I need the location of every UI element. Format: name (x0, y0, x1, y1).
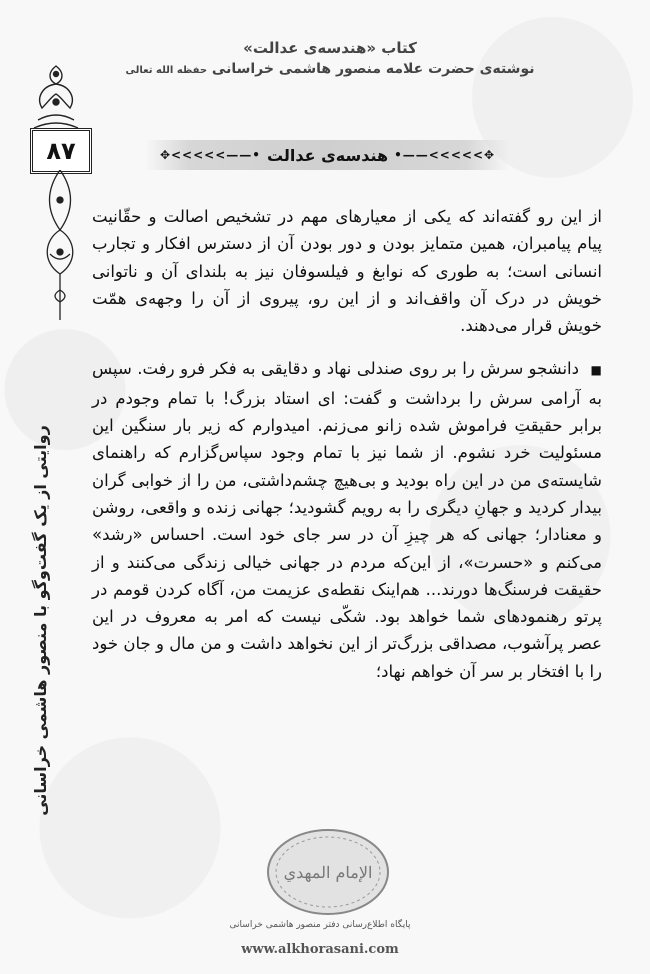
running-title (145, 140, 510, 170)
bullet-icon: ■ (590, 363, 602, 378)
book-title: کتاب «هندسه‌ی عدالت» (243, 39, 417, 57)
author-honorific: حفظه الله تعالی (125, 65, 208, 76)
paragraph-2 (92, 355, 602, 685)
running-title-text: هندسه‌ی عدالت (266, 145, 389, 165)
side-title (18, 360, 62, 880)
book-header (120, 38, 540, 82)
footer-caption: پایگاه اطلاع‌رسانی دفتر منصور هاشمی خراسانی (229, 920, 411, 930)
seal-logo (262, 826, 394, 918)
author-line: نوشته‌ی حضرت علامه منصور هاشمی خراسانی (211, 61, 535, 77)
website-link[interactable]: www.alkhorasani.com (241, 942, 399, 957)
running-title-ornament-left: •——>>>>>✥ (159, 148, 261, 162)
ornament-top-icon (28, 62, 84, 132)
running-title-ornament-right: ✥>>>>>——• (394, 148, 496, 162)
paragraph-2-text: دانشجو سرش را بر روی صندلی نهاد و دقایقی به فکر فرو رفت. سپس به آرامی سرش را برداشت و گفت: ای استاد بزرگ! با تمام وجودم در برابر حقیقتِ فراموش شده زانو می‌زنم. امیدوارم که زیر بار سنگین این مسئولیت خرد نشوم. از شما نیز با تمام وجود سپاس‌گزارم که راهنمای شایسته‌ی من در این راه بودید و بی‌هیچ چشم‌داشتی، من را از خوابی گران بیدار کردید و جهانِ دیگری را به رویم گشودید؛ جهانی زنده و واقعی، روشن و معنادار؛ جهانی که هر چیزِ آن در سر جای خود است. احساس «رشد» می‌کنم و «حسرت»، از این‌که مردم در جهانی خیالی زندگی می‌کنند و از حقیقت فرسنگ‌ها دورند... هم‌اینک نقطه‌ی عزیمت من، آگاه کردن قومم در پرتو رهنمودهای شما خواهد بود. شکّی نیست که امر به معروف در این عصر پرآشوب، مصداقی بزرگ‌تر از این نخواهد داشت و من مال و جان خود را با افتخار بر سر آن خواهم نهاد؛ (92, 359, 602, 681)
ornament-side-icon (36, 170, 84, 320)
paragraph-1: از این رو گفته‌اند که یکی از معیارهای مهم در تشخیص اصالت و حقّانیت پیام پیامبران، همین متمایز بودن و دور بودن آن از دسترس افکار و تجارب انسانی است؛ به طوری که نوابغ و فیلسوفان نیز به بلندای آن و ناتوانی خویش در درک آن واقف‌اند و از این رو، پیروی از آن را وجهه‌ی همّت خویش قرار می‌دهند. (92, 207, 602, 336)
page-content (92, 203, 602, 701)
book-subtitle (120, 58, 540, 82)
side-title-text: روایتی از یک گفت‌وگو با منصور هاشمی خراسانی (30, 424, 50, 816)
seal-text: الإمام المهدي (283, 863, 373, 882)
page-number: ۸۷ (30, 128, 92, 174)
